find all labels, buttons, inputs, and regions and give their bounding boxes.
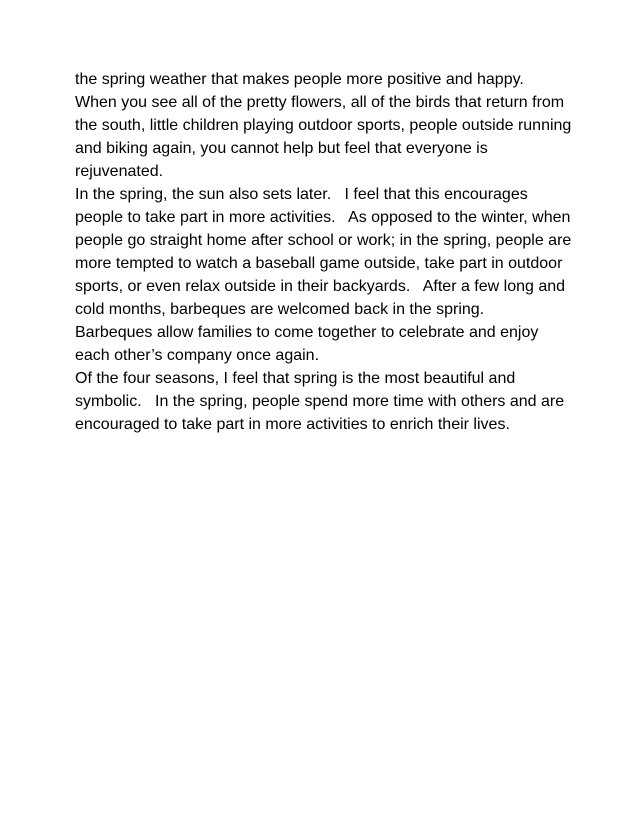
text-line: sports, or even relax outside in their backyards. After a few long and <box>75 278 566 295</box>
text-line: symbolic. In the spring, people spend more time with others and are <box>75 393 565 410</box>
text-line: cold months, barbeques are welcomed back in the spring. <box>75 301 485 318</box>
text-line: rejuvenated. <box>75 163 164 180</box>
text-line: Barbeques allow families to come together to celebrate and enjoy <box>75 324 539 341</box>
text-line: When you see all of the pretty flowers, all of the birds that return from <box>75 94 565 111</box>
text-line: the south, little children playing outdoor sports, people outside running <box>75 117 572 134</box>
text-line: and biking again, you cannot help but feel that everyone is <box>75 140 488 157</box>
text-line: Of the four seasons, I feel that spring is the most beautiful and <box>75 370 516 387</box>
text-line: people go straight home after school or work; in the spring, people are <box>75 232 572 249</box>
text-line: In the spring, the sun also sets later. I feel that this encourages <box>75 186 528 203</box>
text-line: the spring weather that makes people more positive and happy. <box>75 71 524 88</box>
text-line: more tempted to watch a baseball game outside, take part in outdoor <box>75 255 563 272</box>
text-line: people to take part in more activities. As opposed to the winter, when <box>75 209 571 226</box>
body-text <box>75 68 575 436</box>
text-line: encouraged to take part in more activities to enrich their lives. <box>75 416 510 433</box>
text-line: each other’s company once again. <box>75 347 320 364</box>
